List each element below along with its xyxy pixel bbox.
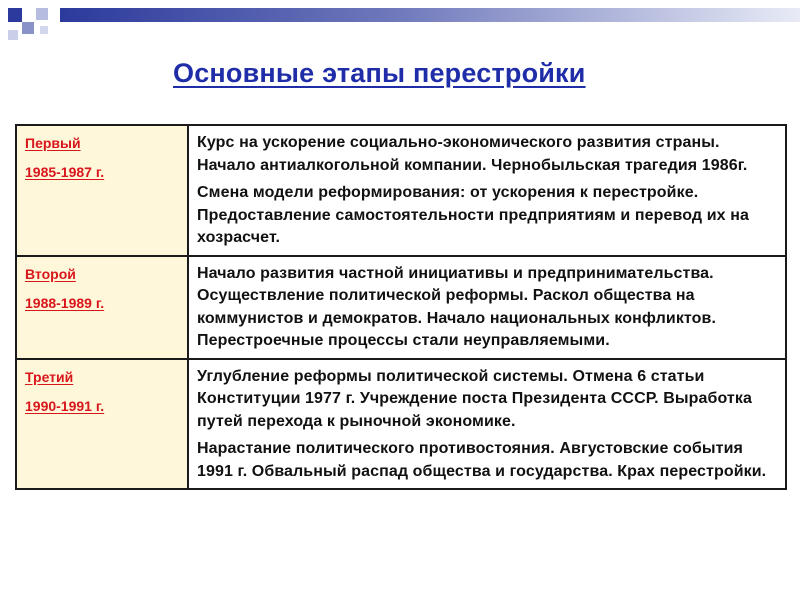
- stage-description-cell: [188, 256, 786, 359]
- stage-period-cell: [16, 359, 188, 490]
- stage-name: Первый: [25, 135, 81, 151]
- stage-name: Третий: [25, 368, 74, 385]
- stage-paragraph: Углубление реформы политической системы. Отмена 6 статьи Конституции 1977 г. Учреждение поста Президента СССР. Выработка путей перехода к рыночной экономике.: [197, 367, 752, 430]
- stage-period-cell: [16, 256, 188, 359]
- stages-table: [15, 124, 787, 490]
- stage-description-cell: [188, 359, 786, 490]
- decor-square: [8, 30, 18, 40]
- decor-square: [8, 8, 22, 22]
- decor-gradient-bar: [60, 8, 800, 22]
- table-row: [16, 256, 786, 359]
- decor-square: [40, 26, 48, 34]
- decor-square: [36, 8, 48, 20]
- stage-name: Второй: [25, 265, 76, 282]
- stage-period-cell: [16, 125, 188, 256]
- decor-square: [22, 22, 34, 34]
- stage-years: 1990-1991 г.: [25, 397, 105, 414]
- table-row: [16, 125, 786, 256]
- stage-description-cell: [188, 125, 786, 256]
- stage-years: 1985-1987 г.: [25, 164, 105, 180]
- table-row: [16, 359, 786, 490]
- stage-paragraph: Нарастание политического противостояния. Августовские события 1991 г. Обвальный распад общества и государства. Крах перестройки.: [197, 440, 767, 480]
- page-title: Основные этапы перестройки: [173, 58, 586, 88]
- stage-paragraph: Смена модели реформирования: от ускорения к перестройке. Предоставление самостоятельности предприятиям и перевод их на хозрасчет.: [197, 184, 749, 246]
- stage-paragraph: Курс на ускорение социально-экономического развития страны. Начало антиалкогольной компании. Чернобыльская трагедия 1986г.: [197, 134, 748, 174]
- slide-header-decoration: [0, 0, 800, 48]
- stage-paragraph: Начало развития частной инициативы и предпринимательства. Осуществление политической реформы. Раскол общества на коммунистов и демократов. Начало национальных конфликтов. Перестроечные процессы стали неуправляемыми.: [197, 264, 717, 349]
- stage-years: 1988-1989 г.: [25, 294, 105, 311]
